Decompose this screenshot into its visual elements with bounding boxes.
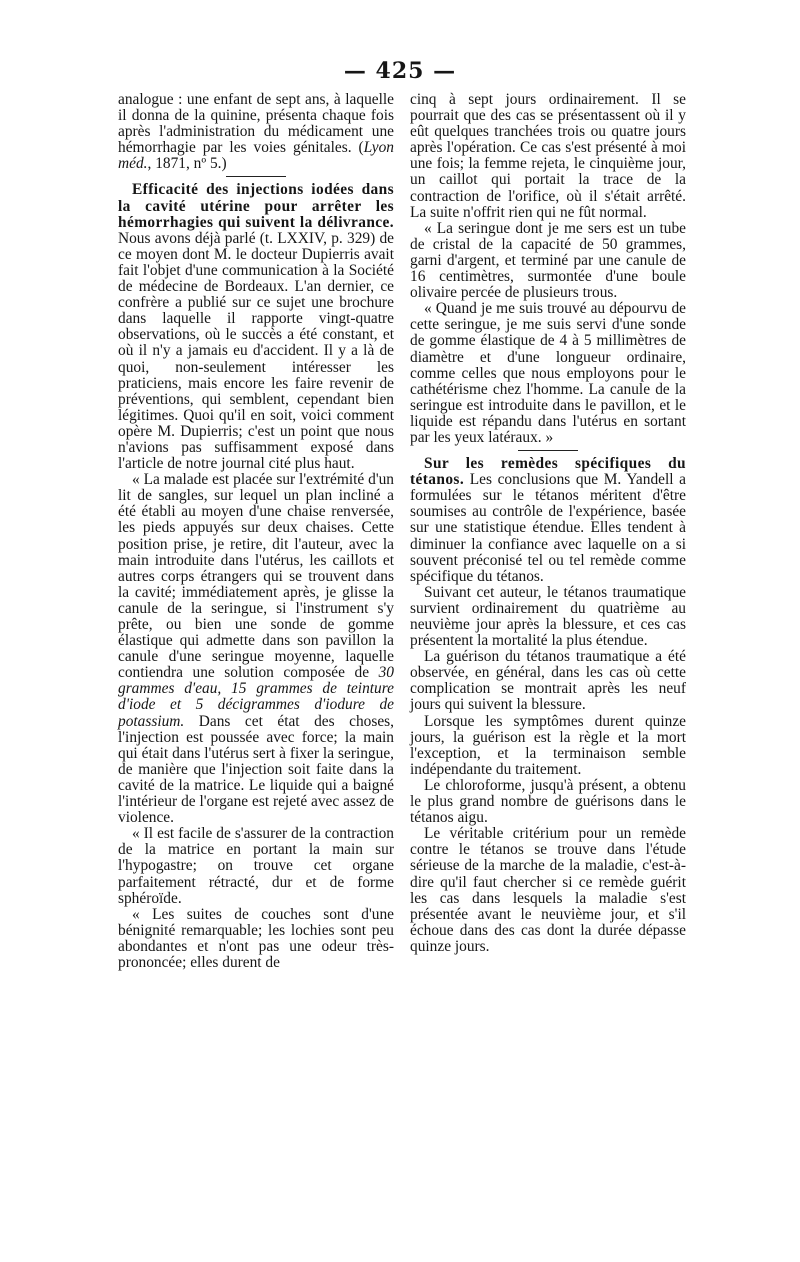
paragraph: Le véritable critérium pour un remède contre le tétanos se trouve dans l'étude sérieuse de la marche de la maladie, c'est-à-dire qu'il faut chercher si ce remède guérit les cas dans lesquels la maladie s'est présentée avant le neuvième jour, et s'il échoue dans des cas dont la durée dépasse quinze jours. — [410, 825, 686, 955]
paragraph: Suivant cet auteur, le tétanos traumatique survient ordinairement du quatrième au neuvième jour après la blessure, et ces cas présentent la mortalité la plus étendue. — [410, 583, 686, 650]
formula: 30 grammes d'eau, 15 grammes de teinture d'iode et 5 décigrammes d'iodure de potassium. — [118, 664, 394, 730]
paragraph: Lorsque les symptômes durent quinze jours, la guérison est la règle et la mort l'exception, et la terminaison semble indépendante du traitement. — [410, 712, 686, 778]
paragraph: « La seringue dont je me sers est un tube de cristal de la capacité de 50 grammes, garni d'argent, et terminé par une canule de 16 centimètres, surmontée d'une boule olivaire percée de plusieurs trous. — [410, 219, 686, 302]
paragraph — [118, 182, 394, 472]
paragraph-text: « La malade est placée sur l'extrémité d'un lit de sangles, sur lequel un plan incliné a été établi au moyen d'une chaise renversée, les pieds appuyés sur deux chaises. Cette position prise, je retire, dit l'auteur, avec la main introduite dans l'utérus, les caillots et autres corps étrangers qui se trouvent dans la cavité; immédiatement après, je glisse la canule de la seringue, si l'instrument s'y prête, ou bien une sonde de gomme élastique qui admette dans son pavillon la canule d'une seringue moyenne, laquelle contiendra une solution composée de — [118, 471, 394, 682]
paragraph: cinq à sept jours ordinairement. Il se pourrait que des cas se présentassent où il y eût quelques tranchées trois ou quatre jours après l'opération. Ce cas s'est présenté à moi une fois; la femme rejeta, le cinquième jour, un caillot qui portait la trace de la contraction de l'orifice, où il s'était arrêté. La suite n'offrit rien qui ne fût normal. — [410, 91, 686, 221]
right-column — [410, 92, 686, 955]
paragraph — [410, 456, 686, 585]
section-heading: Efficacité des injections iodées dans la cavité utérine pour arrêter les hémorrhagies qui suivent la délivrance. — [118, 181, 394, 231]
paragraph-text: Les conclusions que M. Yandell a formulées sur le tétanos méritent d'être soumises au contrôle de l'expérience, basée sur une statistique étendue. Elles tendent à diminuer la confiance avec laquelle on a si souvent préconisé tel ou tel remède comme spécifique du tétanos. — [410, 471, 686, 585]
section-divider — [226, 176, 286, 177]
paragraph-text: Nous avons déjà parlé (t. LXXIV, p. 329) de ce moyen dont M. le docteur Dupierris avait fait l'objet d'une communication à la Société de médecine de Bordeaux. L'an dernier, ce confrère a publié sur ce sujet une brochure dans laquelle il rapporte vingt-quatre observations, où le succès a été constant, et où il n'y a jamais eu d'accident. Il y a là de quoi, non-seulement intéresser les praticiens, mais encore les faire revenir de préventions, qui semblent, cependant bien légitimes. Quoi qu'il en soit, voici comment opère M. Dupierris; c'est un point que nous n'avions pas suffisamment exposé dans l'article de notre journal cité plus haut. — [118, 229, 394, 473]
paragraph: « Il est facile de s'assurer de la contraction de la matrice en portant la main sur l'hypogastre; on trouve cet organe parfaitement rétracté, dur et de forme sphéroïde. — [118, 825, 394, 907]
section-heading: Sur les remèdes spécifiques du tétanos. — [410, 455, 686, 489]
paragraph-text: analogue : une enfant de sept ans, à laquelle il donna de la quinine, présenta chaque fois après l'administration du médicament une hémorrhagie par les voies génitales. ( — [118, 91, 394, 157]
paragraph: « Quand je me suis trouvé au dépourvu de cette seringue, je me suis servi d'une sonde de gomme élastique de 4 à 5 millimètres de diamètre et d'une longueur ordinaire, comme celles que nous employons pour le cathétérisme chez l'homme. La canule de la seringue est introduite dans le pavillon, et le liquide est répandu dans l'utérus en sortant par les yeux latéraux. » — [410, 300, 686, 446]
citation: Lyon méd. — [118, 139, 394, 173]
section-divider — [518, 450, 578, 451]
left-column — [118, 92, 394, 971]
paragraph: La guérison du tétanos traumatique a été observée, en général, dans les cas où cette complication se montrait après les neuf jours qui suivent la blessure. — [410, 648, 686, 714]
paragraph-text: , 1871, nº 5.) — [147, 155, 227, 173]
paragraph — [118, 92, 394, 172]
page-number: — 425 — — [343, 58, 457, 84]
paragraph-text: Dans cet état des choses, l'injection est poussée avec force; la main qui était dans l'utérus sert à fixer la seringue, de manière que l'injection soit faite dans la cavité de la matrice. Le liquide qui a baigné l'intérieur de l'organe est rejeté avec assez de violence. — [118, 712, 394, 827]
paragraph — [118, 472, 394, 826]
paragraph: Le chloroforme, jusqu'à présent, a obtenu le plus grand nombre de guérisons dans le tétanos aigu. — [410, 776, 686, 827]
paragraph: « Les suites de couches sont d'une bénignité remarquable; les lochies sont peu abondantes et n'ont pas une odeur très-prononcée; elles durent de — [118, 905, 394, 971]
